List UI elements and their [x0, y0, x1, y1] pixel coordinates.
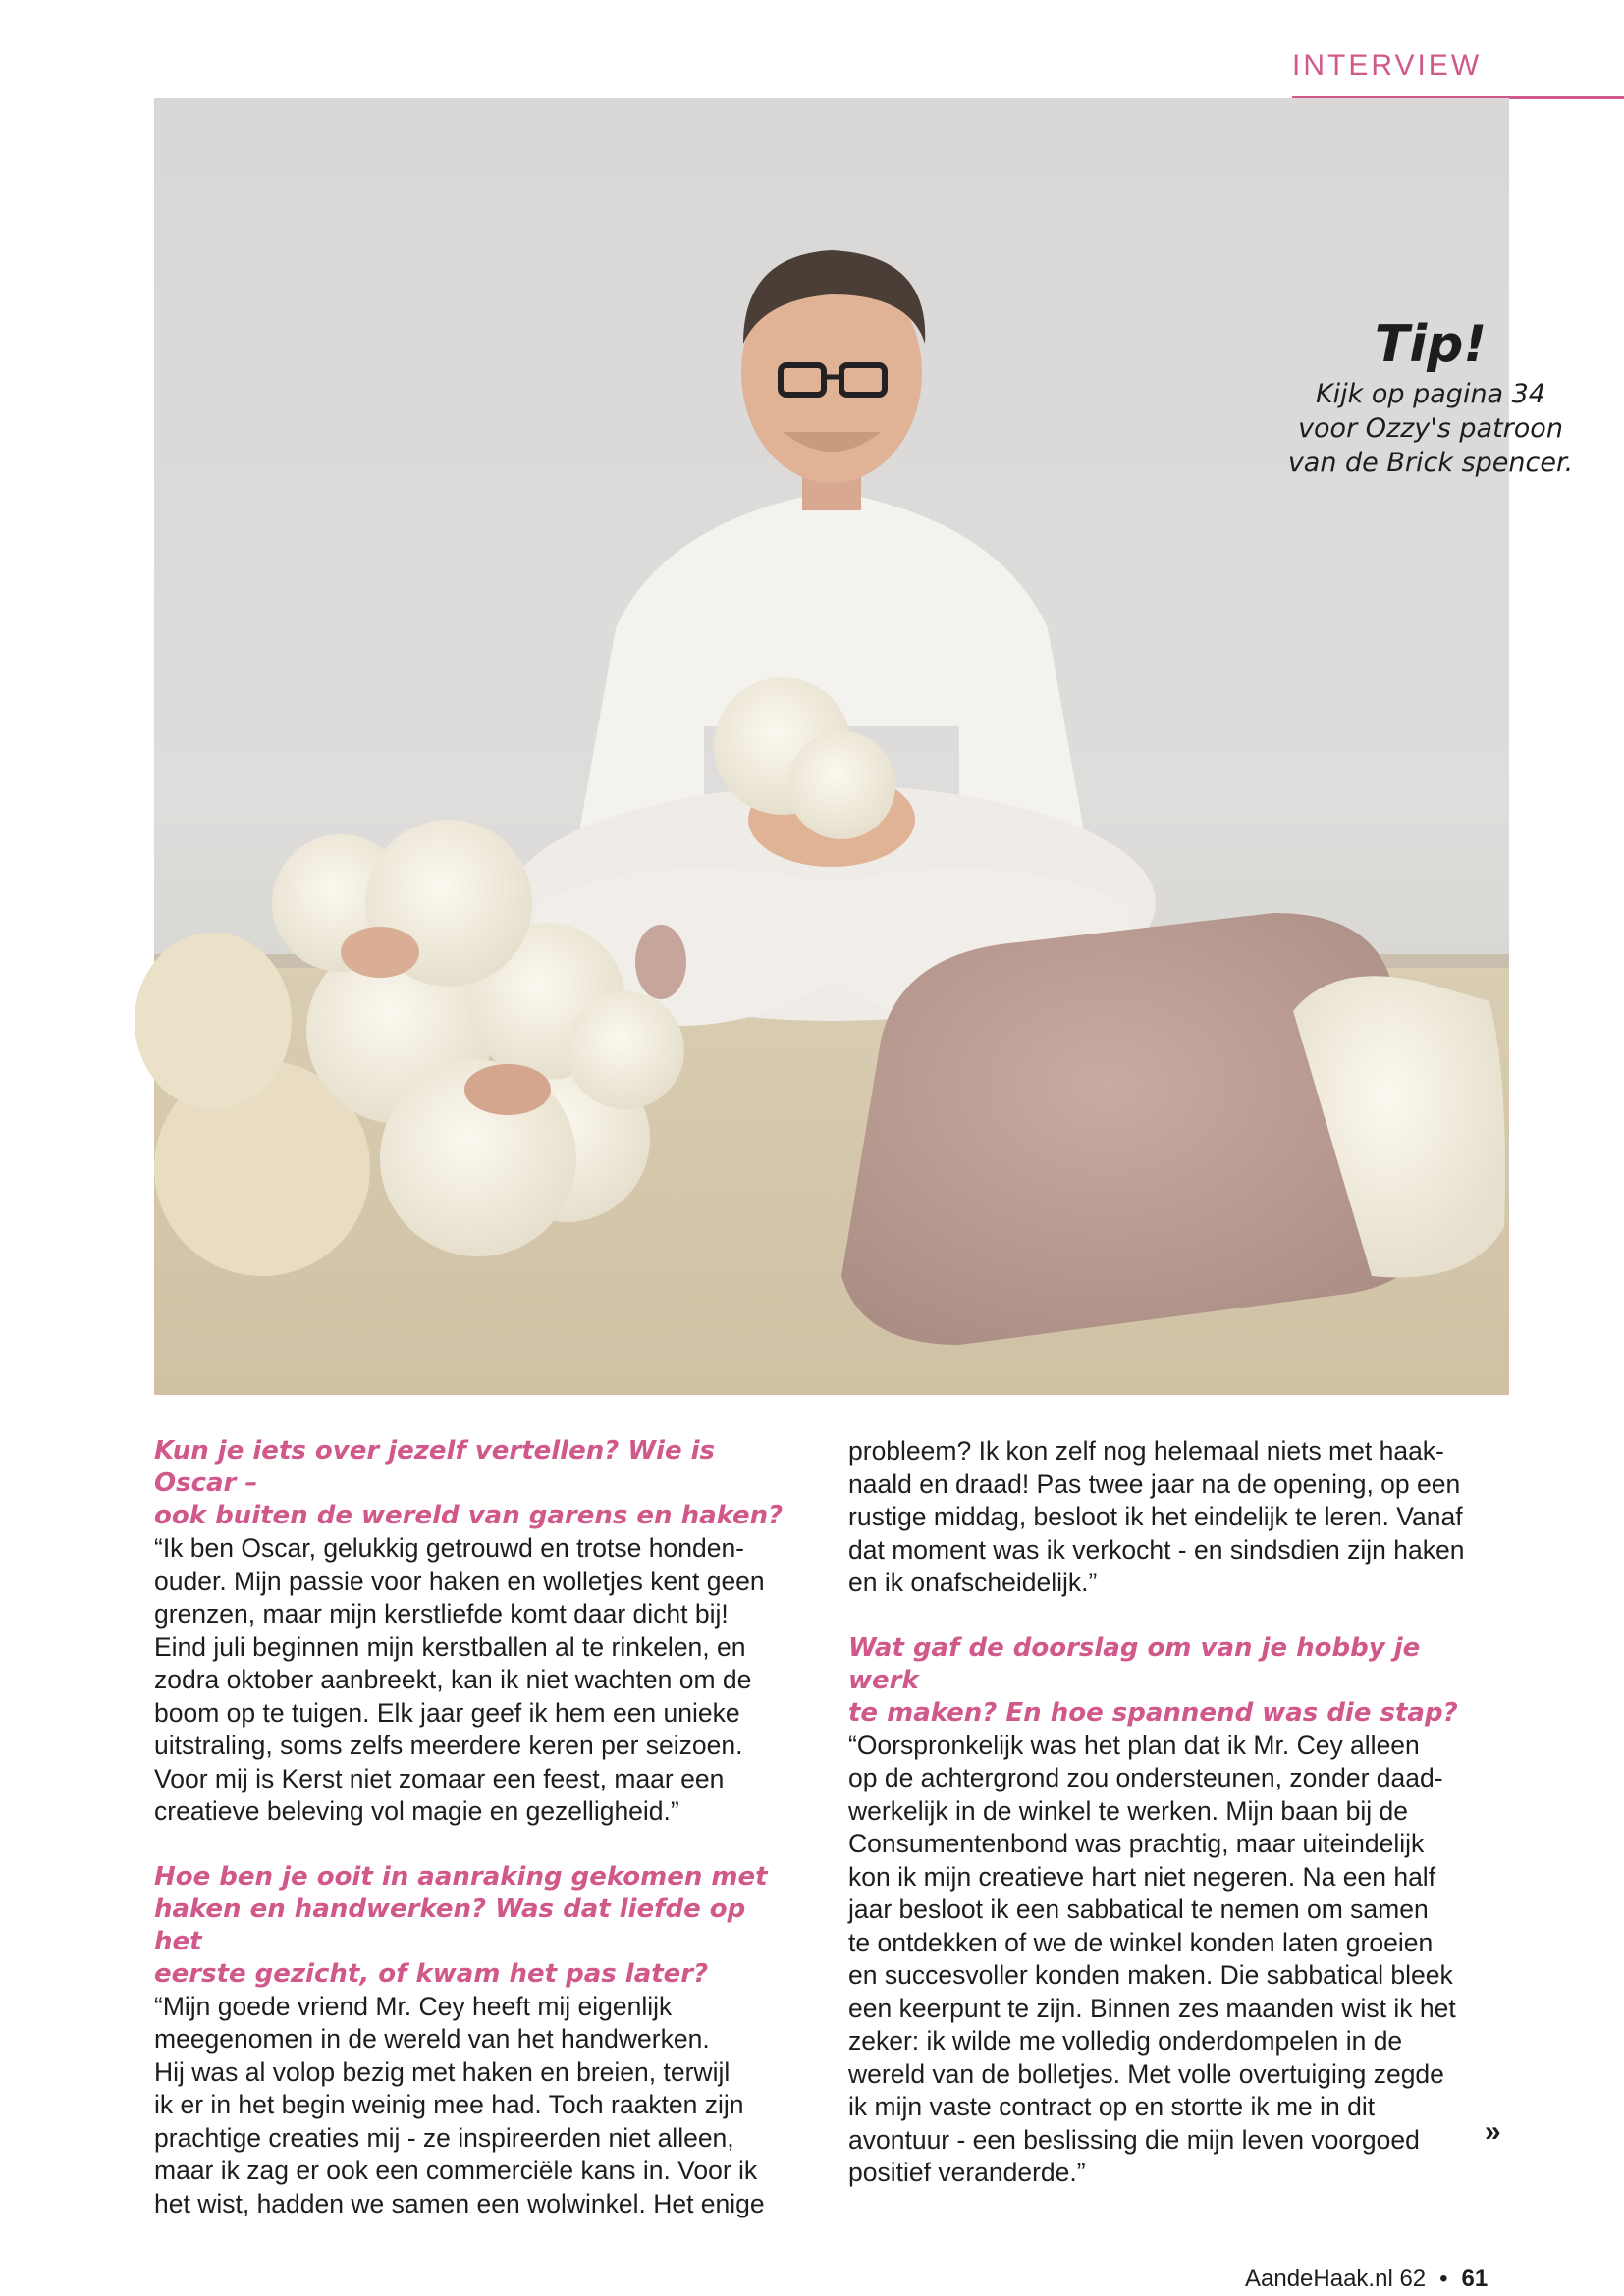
text-line: probleem? Ik kon zelf nog helemaal niets met haak- [848, 1436, 1444, 1466]
text-line: ik er in het begin weinig mee had. Toch raakten zijn [154, 2090, 744, 2119]
text-line: eerste gezicht, of kwam het pas later? [154, 1958, 709, 1989]
interview-answer [154, 1532, 792, 1829]
text-line: haken en handwerken? Was dat liefde op het [154, 1894, 746, 1956]
text-line: wereld van de bolletjes. Met volle overtuiging zegde [848, 2058, 1444, 2089]
interview-question [154, 1435, 792, 1532]
text-line: prachtige creaties mij - ze inspireerden niet alleen, [154, 2122, 734, 2153]
text-line: grenzen, maar mijn kerstliefde komt daar dicht bij! [154, 1599, 729, 1629]
text-line: ook buiten de wereld van garens en haken? [154, 1501, 784, 1530]
text-line: “Oorspronkelijk was het plan dat ik Mr. Cey alleen [848, 1730, 1420, 1760]
section-label: INTERVIEW [1292, 49, 1483, 81]
text-line: kon ik mijn creatieve hart niet negeren. Na een half [848, 1861, 1436, 1892]
tip-line: Kijk op pagina 34 [1315, 379, 1546, 409]
text-line: zodra oktober aanbreekt, kan ik niet wachten om de [154, 1665, 752, 1694]
tip-title: Tip! [1374, 315, 1488, 374]
text-line: en succesvoller konden maken. Die sabbatical bleek [848, 1960, 1453, 1990]
text-line: werkelijk in de winkel te werken. Mijn baan bij de [848, 1795, 1409, 1826]
text-line: “Ik ben Oscar, gelukkig getrouwd en trotse honden- [154, 1533, 745, 1563]
text-line: te maken? En hoe spannend was die stap? [848, 1697, 1458, 1728]
paragraph-gap [154, 1829, 792, 1861]
paragraph-gap [848, 1600, 1496, 1632]
text-line: het wist, hadden we samen een wolwinkel. Het enige [154, 2188, 765, 2218]
article-column-left [154, 1435, 792, 2220]
text-line: Consumentenbond was prachtig, maar uiteindelijk [848, 1829, 1425, 1858]
text-line: ik mijn vaste contract op en stortte ik me in dit [848, 2092, 1376, 2121]
person [508, 250, 1156, 1026]
text-line: uitstraling, soms zelfs meerdere keren per seizoen. [154, 1731, 743, 1760]
text-line: ouder. Mijn passie voor haken en wolletjes kent geen [154, 1566, 765, 1596]
text-line: Hoe ben je ooit in aanraking gekomen met [154, 1861, 768, 1892]
text-line: en ik onafscheidelijk.” [848, 1568, 1098, 1597]
photo-illustration [154, 98, 1509, 1395]
interview-question [154, 1861, 792, 1991]
interview-answer [848, 1730, 1496, 2190]
page-footer [1245, 2266, 1488, 2293]
text-line: boom op te tuigen. Elk jaar geef ik hem een unieke [154, 1697, 740, 1728]
text-line: Voor mij is Kerst niet zomaar een feest, maar een [154, 1763, 725, 1793]
tip-line: voor Ozzy's patroon [1298, 413, 1563, 444]
interview-answer [154, 1991, 792, 2221]
interview-answer [848, 1435, 1496, 1600]
portrait-photo [154, 98, 1574, 1395]
text-line: dat moment was ik verkocht - en sindsdien zijn haken [848, 1534, 1465, 1565]
publication-name: AandeHaak.nl 62 [1245, 2266, 1427, 2292]
text-line: een keerpunt te zijn. Binnen zes maanden wist ik het [848, 1993, 1456, 2023]
text-line: Eind juli beginnen mijn kerstballen al te rinkelen, en [154, 1631, 746, 1662]
text-line: meegenomen in de wereld van het handwerken. [154, 2024, 710, 2054]
text-line: “Mijn goede vriend Mr. Cey heeft mij eigenlijk [154, 1991, 673, 2021]
text-line: Kun je iets over jezelf vertellen? Wie is Oscar – [154, 1436, 716, 1498]
text-line: positief veranderde.” [848, 2158, 1086, 2187]
text-line: rustige middag, besloot ik het eindelijk te leren. Vanaf [848, 1502, 1463, 1531]
text-line: avontuur - een beslissing die mijn leven voorgoed [848, 2124, 1420, 2155]
article-column-right [848, 1435, 1496, 2190]
tip-callout [1254, 314, 1607, 480]
text-line: op de achtergrond zou ondersteunen, zonder daad- [848, 1763, 1443, 1792]
text-line: creatieve beleving vol magie en gezelligheid.” [154, 1796, 679, 1826]
continue-mark: » [1485, 2115, 1501, 2148]
text-line: Wat gaf de doorslag om van je hobby je werk [848, 1632, 1421, 1695]
text-line: zeker: ik wilde me volledig onderdompelen in de [848, 2026, 1403, 2056]
tip-line: van de Brick spencer. [1287, 448, 1574, 478]
text-line: te ontdekken of we de winkel konden laten groeien [848, 1927, 1434, 1957]
interview-question [848, 1632, 1496, 1730]
text-line: naald en draad! Pas twee jaar na de opening, op een [848, 1468, 1461, 1499]
tip-text [1254, 377, 1607, 480]
text-line: Hij was al volop bezig met haken en breien, terwijl [154, 2056, 731, 2087]
footer-bullet: • [1439, 2266, 1448, 2292]
page-number: 61 [1461, 2266, 1489, 2292]
text-line: maar ik zag er ook een commerciële kans in. Voor ik [154, 2156, 758, 2185]
text-line: jaar besloot ik een sabbatical te nemen om samen [848, 1895, 1429, 1924]
